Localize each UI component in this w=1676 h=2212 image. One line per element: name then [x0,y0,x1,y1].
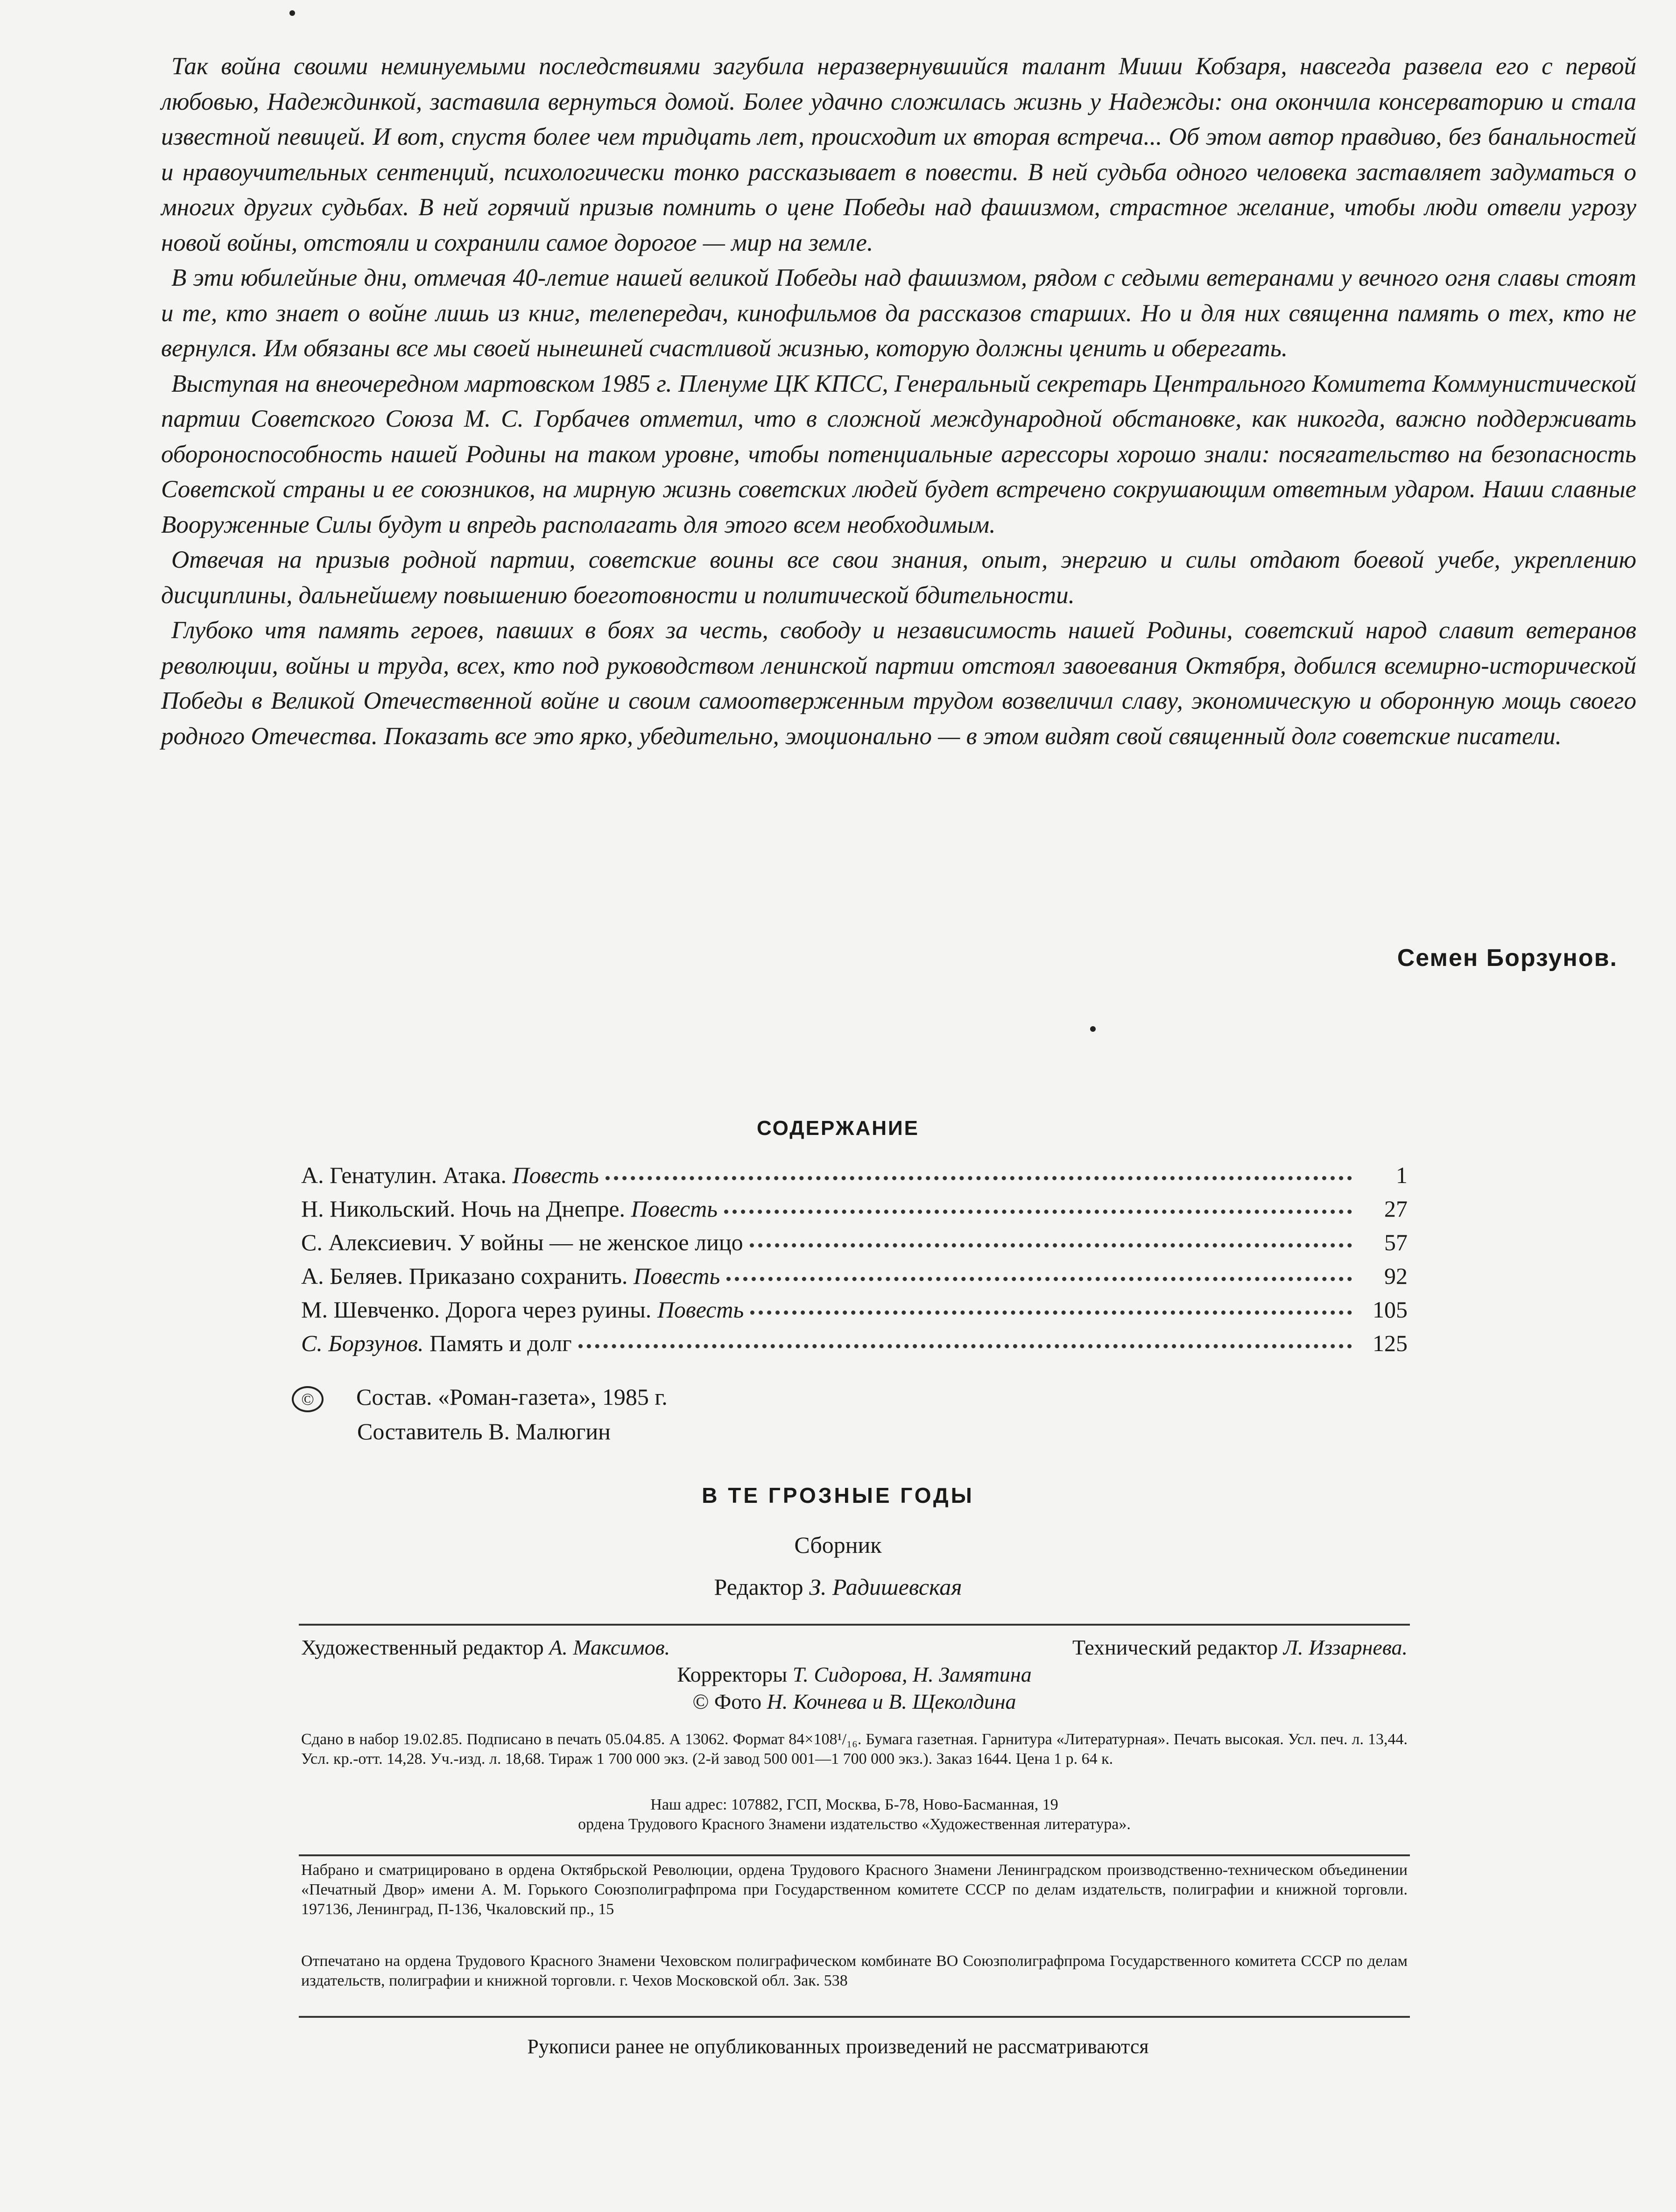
toc-title: СОДЕРЖАНИЕ [756,1117,920,1140]
tech-editor: Технический редактор Л. Иззарнева. [1072,1635,1408,1659]
toc-author: А. Генатулин. [301,1162,437,1188]
book-subtitle: Сборник [794,1532,882,1558]
dot-leader [578,1344,1352,1348]
photo-credit: © Фото Н. Кочнева и В. Щеколдина [692,1690,1016,1713]
toc-work: Дорога через руины. [445,1296,652,1323]
dot-leader [750,1310,1352,1315]
toc-genre: Повесть [631,1196,718,1222]
toc-page-number: 105 [1373,1296,1408,1323]
proofreaders: Корректоры Т. Сидорова, Н. Замятина [677,1663,1032,1686]
essay-paragraph: Отвечая на призыв родной партии, советские воины все свои знания, опыт, энергию и силы отдают боевой учебе, укреплению дисциплины, дальнейшему повышению боеготовности и политической бдительности. [161,546,1636,609]
essay-paragraph: Глубоко чтя память героев, павших в боях за честь, свободу и независимость нашей Родины, советский народ славит ветеранов революции, войны и труда, всех, кто под руководством ленинской партии отстоял завоевания Октября, добился всемирно-исторической Победы в Великой Отечественной войне и своим самоотверженным трудом возвеличил славу, экономическую и оборонную мощь своего родного Отечества. Показать все это ярко, убедительно, эмоционально — в этом видят свой священный долг советские писатели. [161,617,1636,750]
compiler-line: Составитель В. Малюгин [357,1418,611,1444]
book-title: В ТЕ ГРОЗНЫЕ ГОДЫ [702,1483,974,1508]
toc-work: Ночь на Днепре. [461,1196,626,1222]
typesetting-info: Набрано и сматрицировано в ордена Октябрьской Революции, ордена Трудового Красного Знамени Ленинградском производственно-техническом объединении «Печатный Двор» имени А. М. Горького Союзполиграфпрома при Государственном комитете СССР по делам издательств, полиграфии и книжной торговли. 197136, Ленинград, П-136, Чкаловский пр., 15 [301,1861,1408,1918]
toc-entry [301,1330,1408,1363]
toc-work: Приказано сохранить. [408,1263,628,1289]
toc-page-number: 27 [1384,1196,1408,1222]
essay-paragraph: Так война своими неминуемыми последствиями загубила неразвернувшийся талант Миши Кобзаря, навсегда развела его с первой любовью, Надеждинкой, заставила вернуться домой. Более удачно сложилась жизнь у Надежды: она окончила консерваторию и стала известной певицей. И вот, спустя более чем тридцать лет, происходит их вторая встреча... Об этом автор правдиво, без банальностей и нравоучительных сентенций, психологически тонко рассказывает в повести. В ней судьба одного человека заставляет задуматься о многих других судьбах. В ней горячий призыв помнить о цене Победы над фашизмом, страстное желание, чтобы люди отвели угрозу новой войны, отстояли и сохранили самое дорогое — мир на земле. [161,53,1636,256]
toc-entry [301,1195,1408,1229]
toc-author: Н. Никольский. [301,1196,456,1222]
imprint-details: Сдано в набор 19.02.85. Подписано в печать 05.04.85. А 13062. Формат 84×108¹/₁₆. Бумага газетная. Гарнитура «Литературная». Печать высокая. Усл. печ. л. 13,44. Усл. кр.-отт. 14,28. Уч.-изд. л. 18,68. Тираж 1 700 000 экз. (2-й завод 500 001—1 700 000 экз.). Заказ 1644. Цена 1 р. 64 к. [301,1731,1408,1768]
essay-paragraph: В эти юбилейные дни, отмечая 40-летие нашей великой Победы над фашизмом, рядом с седыми ветеранами у вечного огня славы стоят и те, кто знает о войне лишь из книг, телепередач, кинофильмов да рассказов старших. Но и для них священна память о тех, кто не вернулся. Им обязаны все мы своей нынешней счастливой жизнью, которую должны ценить и оберегать. [161,264,1636,362]
copyright-block [292,1380,668,1449]
divider [299,1624,1410,1626]
toc-work: Атака. [443,1162,507,1188]
dot-leader [606,1176,1352,1180]
divider [299,1854,1410,1856]
toc-genre: Повесть [657,1296,744,1323]
toc-author: М. Шевченко. [301,1296,440,1323]
divider [299,2016,1410,2018]
table-of-contents [301,1162,1408,1363]
toc-genre: Повесть [633,1263,720,1289]
toc-work: Память и долг [430,1330,572,1356]
toc-work: У войны — не женское лицо [458,1229,743,1255]
toc-page-number: 1 [1396,1162,1408,1188]
toc-author: А. Беляев. [301,1263,403,1289]
toc-entry [301,1162,1408,1195]
credits-block [301,1634,1408,1715]
printing-info: Отпечатано на ордена Трудового Красного Знамени Чеховском полиграфическом комбинате ВО Союзполиграфпрома Государственного комитета СССР по делам издательств, полиграфии и книжной торговли. г. Чехов Московской обл. Зак. 538 [301,1952,1408,1989]
copyright-icon: © [292,1386,324,1412]
toc-entry [301,1296,1408,1330]
toc-genre: Повесть [512,1162,599,1188]
dot-leader [750,1243,1352,1247]
toc-entry [301,1262,1408,1296]
toc-page-number: 125 [1373,1330,1408,1356]
art-editor: Художественный редактор А. Максимов. [301,1635,670,1659]
toc-page-number: 57 [1384,1229,1408,1255]
book-editor: Редактор З. Радишевская [714,1574,962,1600]
dot-leader [726,1277,1352,1281]
copyright-line: Состав. «Роман-газета», 1985 г. [356,1384,668,1410]
essay-paragraph: Выступая на внеочередном мартовском 1985 г. Пленуме ЦК КПСС, Генеральный секретарь Центрального Комитета Коммунистической партии Советского Союза М. С. Горбачев отметил, что в сложной международной обстановке, как никогда, важно поддерживать обороноспособность нашей Родины на таком уровне, чтобы потенциальные агрессоры хорошо знали: посягательство на безопасность Советской страны и ее союзников, на мирную жизнь советских людей будет встречено сокрушающим ответным ударом. Наши славные Вооруженные Силы будут и впредь располагать для этого всем необходимым. [161,370,1636,538]
toc-author: С. Борзунов. [301,1330,424,1356]
toc-page-number: 92 [1384,1263,1408,1289]
essay-text [161,49,1636,754]
author-signature: Семен Борзунов. [1397,944,1618,972]
toc-entry [301,1229,1408,1262]
toc-author: С. Алексиевич. [301,1229,452,1255]
manuscript-notice: Рукописи ранее не опубликованных произведений не рассматриваются [527,2035,1149,2058]
dot-leader [724,1210,1352,1214]
print-speck [1090,1026,1096,1032]
print-speck [289,10,295,16]
publisher-address: Наш адрес: 107882, ГСП, Москва, Б-78, Ново-Басманная, 19 ордена Трудового Красного Знамени издательство «Художественная литература». [578,1796,1131,1833]
